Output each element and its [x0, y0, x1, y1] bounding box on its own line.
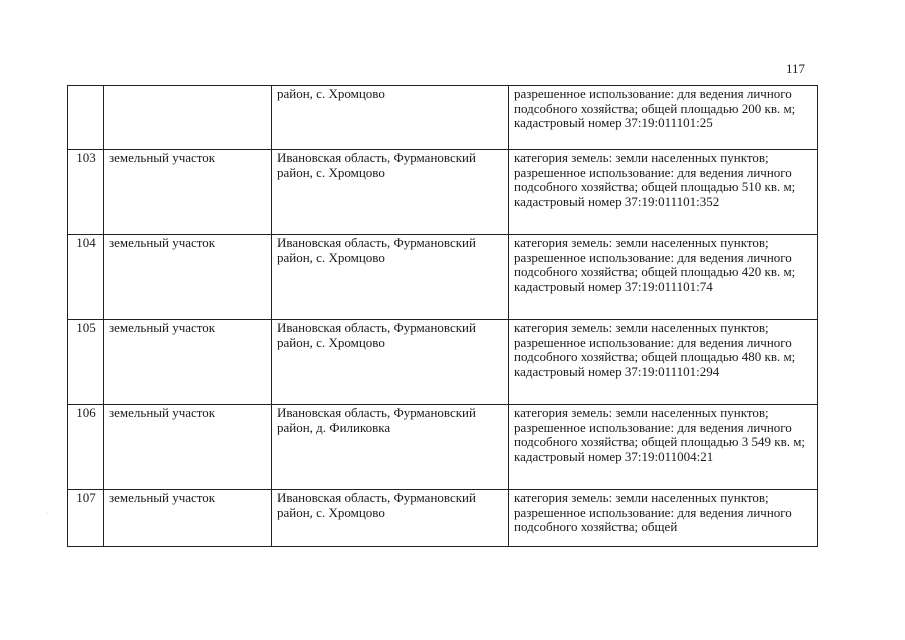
description-cell: категория земель: земли населенных пунктов; разрешенное использование: для ведения личного подсобного хозяйства; общей площадью 3 549 кв. м; кадастровый номер 37:19:011004:21 [509, 405, 818, 490]
address-cell: Ивановская область, Фурмановский район, с. Хромцово [272, 235, 509, 320]
object-type-cell [104, 86, 272, 150]
object-type-cell: земельный участок [104, 235, 272, 320]
object-type-cell: земельный участок [104, 490, 272, 547]
description-cell: категория земель: земли населенных пунктов; разрешенное использование: для ведения личного подсобного хозяйства; общей площадью 420 кв. м; кадастровый номер 37:19:011101:74 [509, 235, 818, 320]
description-cell: категория земель: земли населенных пунктов; разрешенное использование: для ведения личного подсобного хозяйства; общей площадью 510 кв. м; кадастровый номер 37:19:011101:352 [509, 150, 818, 235]
page-number: 117 [786, 61, 806, 76]
row-number-cell: 105 [68, 320, 104, 405]
table-row [68, 490, 818, 547]
row-number-cell: 106 [68, 405, 104, 490]
table-row [68, 150, 818, 235]
table-row [68, 86, 818, 150]
address-cell: Ивановская область, Фурмановский район, с. Хромцово [272, 150, 509, 235]
row-number-cell [68, 86, 104, 150]
object-type-cell: земельный участок [104, 320, 272, 405]
row-number-cell: 107 [68, 490, 104, 547]
address-cell: Ивановская область, Фурмановский район, д. Филиковка [272, 405, 509, 490]
row-number-cell: 104 [68, 235, 104, 320]
table-row [68, 405, 818, 490]
row-number-cell: 103 [68, 150, 104, 235]
description-cell: разрешенное использование: для ведения личного подсобного хозяйства; общей площадью 200 кв. м; кадастровый номер 37:19:011101:25 [509, 86, 818, 150]
address-cell: район, с. Хромцово [272, 86, 509, 150]
margin-mark: · [46, 511, 48, 517]
table-row [68, 235, 818, 320]
address-cell: Ивановская область, Фурмановский район, с. Хромцово [272, 490, 509, 547]
table-row [68, 320, 818, 405]
description-cell: категория земель: земли населенных пунктов; разрешенное использование: для ведения личного подсобного хозяйства; общей [509, 490, 818, 547]
object-type-cell: земельный участок [104, 150, 272, 235]
land-plot-table [67, 85, 818, 547]
address-cell: Ивановская область, Фурмановский район, с. Хромцово [272, 320, 509, 405]
object-type-cell: земельный участок [104, 405, 272, 490]
description-cell: категория земель: земли населенных пунктов; разрешенное использование: для ведения личного подсобного хозяйства; общей площадью 480 кв. м; кадастровый номер 37:19:011101:294 [509, 320, 818, 405]
